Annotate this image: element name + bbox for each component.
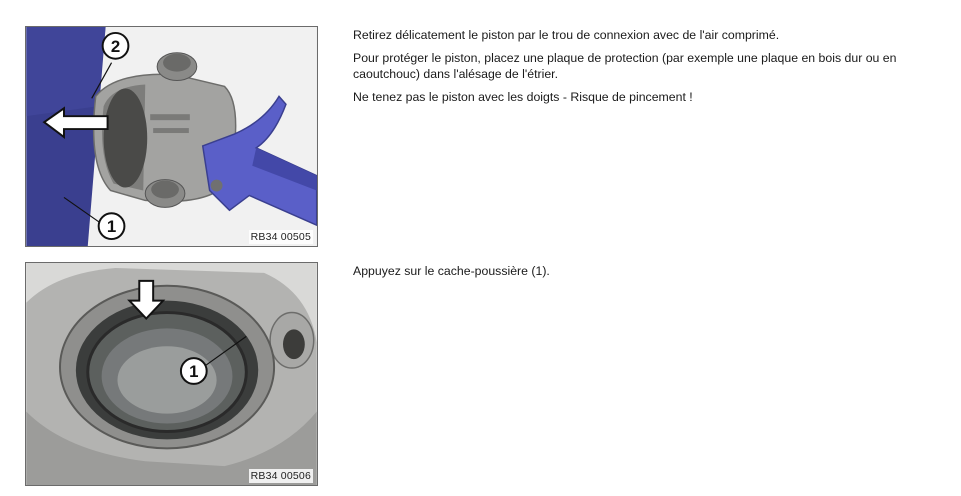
figure-code-label: RB34 00505 — [250, 231, 311, 243]
instruction-paragraph: Appuyez sur le cache-poussière (1). — [353, 264, 550, 278]
callout-1 — [181, 358, 207, 384]
caliper-dust-boot-illustration — [26, 263, 317, 485]
step-instructions — [353, 27, 943, 112]
instruction-paragraph: Pour protéger le piston, placez une plaque de protection (par exemple une plaque en bois dur ou en caoutchouc) dans l'alésage de l'étrier. — [353, 51, 897, 81]
warning-paragraph: Ne tenez pas le piston avec les doigts - Risque de pincement ! — [353, 90, 693, 104]
figure-piston-removal — [25, 26, 318, 247]
svg-text:2: 2 — [110, 36, 121, 56]
instruction-paragraph: Retirez délicatement le piston par le trou de connexion avec de l'air comprimé. — [353, 28, 780, 42]
figure-code-label: RB34 00506 — [250, 470, 311, 482]
callout-1 — [99, 213, 125, 239]
svg-text:1: 1 — [106, 217, 117, 237]
svg-text:1: 1 — [189, 361, 199, 381]
figure-dust-boot — [25, 262, 318, 486]
callout-2 — [103, 33, 129, 59]
caliper-air-illustration — [26, 27, 317, 246]
step-instructions — [353, 263, 943, 286]
